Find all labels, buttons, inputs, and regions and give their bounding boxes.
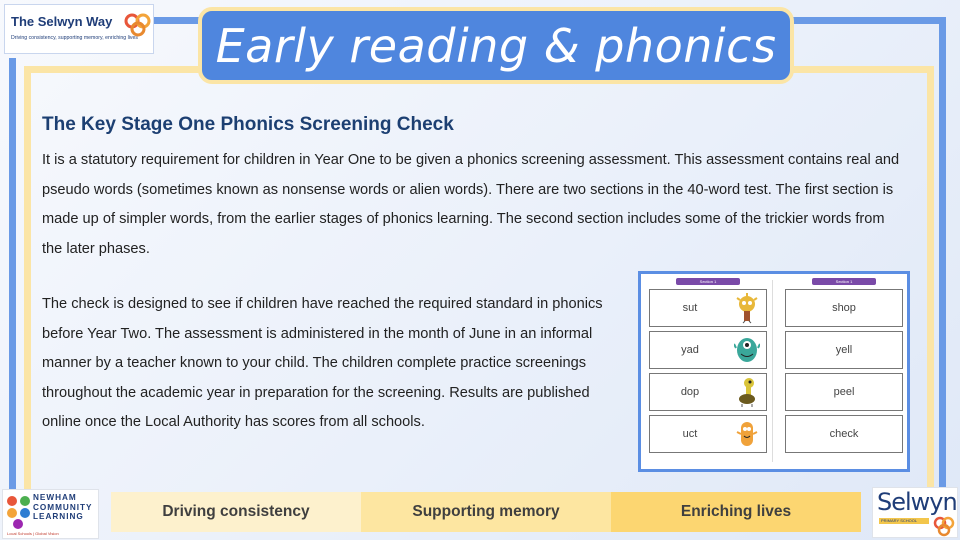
phonics-worksheet-image (638, 271, 910, 472)
real-word: shop (832, 302, 856, 314)
selwyn-way-logo-name: The Selwyn Way (11, 14, 113, 29)
alien-icon (734, 334, 760, 366)
alien-icon (734, 376, 760, 408)
pseudo-word: sut (682, 302, 698, 314)
ncl-line-2: COMMUNITY (33, 502, 93, 512)
rings-icon (933, 515, 955, 537)
word-card (785, 289, 903, 327)
ncl-line-3: LEARNING (33, 512, 84, 521)
pseudo-word: dop (680, 386, 700, 398)
selwyn-school-logo (872, 487, 958, 538)
frame-inner-right (927, 66, 934, 490)
real-word: peel (833, 386, 855, 398)
section-heading: The Key Stage One Phonics Screening Check (42, 114, 454, 135)
ncl-logo-words (33, 493, 92, 522)
word-card (649, 415, 767, 453)
ncl-dots-icon (6, 495, 32, 529)
selwyn-logo-subtitle: PRIMARY SCHOOL (881, 518, 918, 523)
worksheet-tab: Section 1 (812, 278, 876, 285)
word-card (649, 289, 767, 327)
value-enriching-lives: Enriching lives (611, 492, 861, 532)
value-supporting-memory: Supporting memory (361, 492, 611, 532)
pseudo-word: yad (681, 344, 699, 356)
alien-icon (734, 418, 760, 450)
selwyn-way-logo (4, 4, 154, 54)
real-word: yell (835, 344, 853, 356)
worksheet-tab: Section 1 (676, 278, 740, 285)
newham-community-learning-logo (2, 489, 99, 539)
worksheet-left-column (649, 278, 767, 453)
pseudo-word: uct (682, 428, 698, 440)
ncl-line-1: NEWHAM (33, 493, 77, 502)
word-card (785, 331, 903, 369)
title-banner (198, 7, 794, 84)
intro-paragraph: It is a statutory requirement for children in Year One to be given a phonics screening assessment. This assessment contains real and pseudo words (sometimes known as nonsense words or alien words). There are two sections in the 40-word test. The first section is made up of simpler words, from the earlier stages of phonics learning. The second section includes some of the trickier words from the later phases. (42, 152, 900, 257)
word-card (785, 415, 903, 453)
frame-bar-right (939, 17, 946, 490)
worksheet-divider (772, 280, 773, 462)
selwyn-way-logo-tagline: Driving consistency, supporting memory, enriching lives (11, 35, 138, 41)
word-card (649, 331, 767, 369)
frame-bar-left (9, 58, 16, 490)
rings-icon (123, 11, 153, 39)
word-card (785, 373, 903, 411)
ncl-tagline: Local Schools | Global Vision (7, 531, 59, 536)
word-card (649, 373, 767, 411)
selwyn-logo-word: Selwyn (877, 488, 957, 516)
check-paragraph: The check is designed to see if children have reached the required standard in phonics before Year Two. The assessment is administered in the month of June in an informal manner by a teacher known to your child. The children complete practice screenings throughout the academic year in preparation for the screening. Results are published online once the Local Authority has scores from all schools. (42, 296, 603, 430)
page-title: Early reading & phonics (215, 18, 777, 73)
frame-inner-left (24, 66, 31, 490)
alien-icon (734, 292, 760, 324)
real-word: check (829, 428, 859, 440)
value-driving-consistency: Driving consistency (111, 492, 361, 532)
worksheet-right-column (785, 278, 903, 453)
